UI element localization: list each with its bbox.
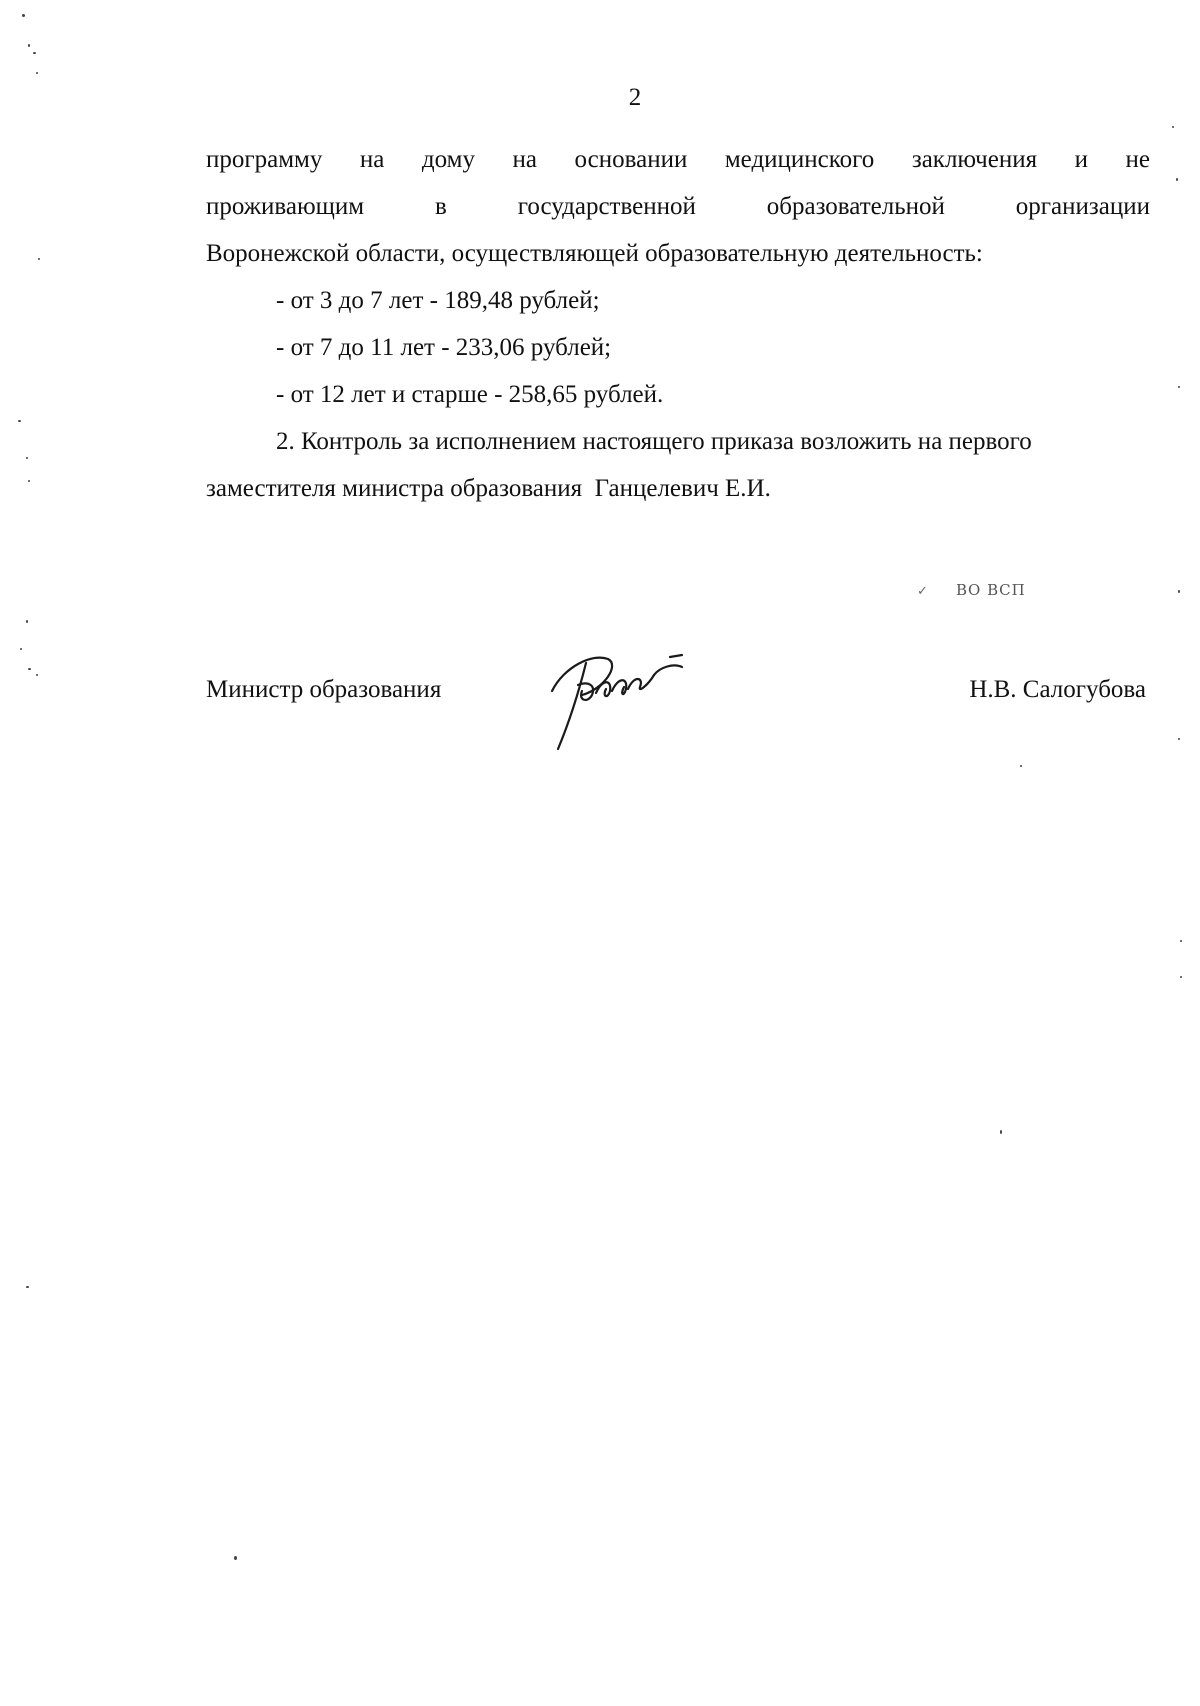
page-number: 2 — [628, 84, 642, 111]
signatory-name: Н.В. Салогубова — [969, 676, 1146, 703]
scan-speck — [1020, 765, 1022, 767]
scan-speck — [1180, 940, 1182, 942]
price-item: - от 12 лет и старше - 258,65 рублей. — [276, 381, 664, 408]
paragraph-line: проживающим в государственной образовательной организации — [206, 193, 1150, 220]
scan-speck — [28, 480, 30, 482]
scan-speck — [1172, 126, 1174, 128]
scan-speck — [26, 1286, 29, 1288]
scan-speck — [1178, 386, 1180, 388]
scan-speck — [28, 44, 30, 47]
scan-speck — [234, 1556, 237, 1560]
scan-speck — [1000, 1130, 1002, 1134]
price-item: - от 7 до 11 лет - 233,06 рублей; — [276, 334, 612, 361]
paragraph-line: Воронежской области, осуществляющей образовательную деятельность: — [206, 240, 983, 267]
price-item: - от 3 до 7 лет - 189,48 рублей; — [276, 287, 600, 314]
control-clause-line: 2. Контроль за исполнением настоящего приказа возложить на первого — [276, 428, 1032, 455]
scan-speck — [18, 420, 21, 422]
scan-speck — [26, 620, 28, 623]
scan-speck — [1178, 738, 1180, 740]
registration-stamp: ВО ВСП — [956, 581, 1026, 599]
scan-speck — [22, 14, 25, 17]
handwritten-signature — [530, 645, 720, 755]
scan-speck — [1180, 976, 1182, 978]
scan-speck — [28, 668, 31, 670]
document-body — [206, 136, 1150, 512]
signatory-title: Министр образования — [206, 676, 442, 703]
stamp-tick-mark: ✓ — [917, 583, 928, 598]
scan-speck — [33, 52, 36, 54]
scan-speck — [20, 648, 22, 650]
scan-speck — [1176, 178, 1178, 181]
control-clause-line: заместителя министра образования Ганцелевич Е.И. — [206, 475, 771, 502]
paragraph-line: программу на дому на основании медицинского заключения и не — [206, 146, 1150, 173]
scan-speck — [36, 674, 38, 676]
scan-speck — [1178, 590, 1180, 593]
scan-speck — [36, 72, 38, 74]
scan-speck — [38, 258, 40, 260]
scan-speck — [26, 457, 28, 459]
